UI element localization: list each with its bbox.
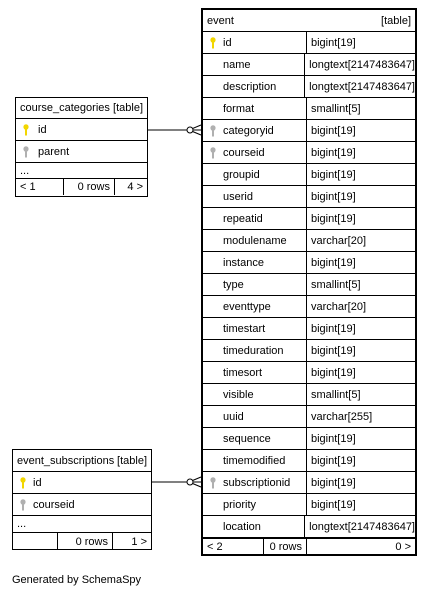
more-columns: ... <box>16 163 147 179</box>
column-row <box>203 472 415 494</box>
column-name-cell <box>203 32 306 53</box>
generated-by-label: Generated by SchemaSpy <box>12 574 142 586</box>
table-name: event <box>207 14 234 27</box>
column-type: bigint[19] <box>306 428 415 449</box>
column-name-cell <box>203 494 306 515</box>
more-columns: ... <box>13 516 151 533</box>
column-row <box>203 362 415 384</box>
event-subscriptions-table <box>12 449 152 550</box>
column-name: groupid <box>223 168 260 181</box>
table-kind: [table] <box>113 102 143 114</box>
table-header <box>13 450 151 472</box>
column-row <box>13 472 151 494</box>
column-name-cell <box>203 164 306 185</box>
column-name-cell <box>13 494 151 515</box>
column-row <box>203 516 415 538</box>
column-row <box>203 428 415 450</box>
column-row <box>203 208 415 230</box>
table-footer <box>16 179 147 195</box>
column-row <box>16 141 147 163</box>
column-type: bigint[19] <box>306 450 415 471</box>
footer-rows: 0 rows <box>57 533 112 550</box>
column-name: format <box>223 102 255 115</box>
table-footer <box>13 533 151 550</box>
footer-children: 0 > <box>306 539 415 555</box>
column-name-cell <box>203 142 306 163</box>
column-name: name <box>223 58 251 71</box>
column-name: id <box>223 36 232 49</box>
column-name: id <box>38 123 47 136</box>
column-type: longtext[2147483647] <box>304 76 415 97</box>
column-name: timemodified <box>223 454 286 467</box>
column-row <box>203 32 415 54</box>
column-row <box>203 274 415 296</box>
column-name: eventtype <box>223 300 271 313</box>
column-name-cell <box>203 406 306 427</box>
column-row <box>203 164 415 186</box>
table-footer <box>203 538 415 555</box>
column-name: courseid <box>223 146 265 159</box>
course-categories-table <box>15 97 148 197</box>
column-name-cell <box>203 120 306 141</box>
column-name-cell <box>16 119 147 140</box>
column-name-cell <box>203 318 306 339</box>
column-row <box>16 119 147 141</box>
column-name-cell <box>203 340 306 361</box>
column-name-cell <box>16 141 147 162</box>
column-name-cell <box>203 472 306 493</box>
column-name: modulename <box>223 234 287 247</box>
column-name-cell <box>203 98 306 119</box>
column-name-cell <box>203 208 306 229</box>
footer-parents: < 1 <box>20 181 36 193</box>
column-row <box>203 98 415 120</box>
column-name-cell <box>203 274 306 295</box>
column-name: location <box>223 520 261 533</box>
column-row <box>203 406 415 428</box>
column-name: userid <box>223 190 253 203</box>
column-row <box>203 54 415 76</box>
column-row <box>203 142 415 164</box>
footer-parents: < 2 <box>207 541 223 553</box>
column-name-cell <box>203 230 306 251</box>
column-name-cell <box>203 252 306 273</box>
column-name: uuid <box>223 410 244 423</box>
foreign-key-icon <box>210 125 216 137</box>
column-name: id <box>33 476 42 489</box>
column-name: repeatid <box>223 212 263 225</box>
primary-key-icon <box>20 477 26 489</box>
foreign-key-icon <box>210 477 216 489</box>
column-name-cell <box>203 296 306 317</box>
foreign-key-icon <box>23 146 29 158</box>
column-name-cell <box>203 450 306 471</box>
column-name: subscriptionid <box>223 476 291 489</box>
table-kind: [table] <box>381 14 411 27</box>
column-name-cell <box>203 186 306 207</box>
column-name-cell <box>203 516 304 537</box>
column-row <box>203 450 415 472</box>
table-header <box>16 98 147 119</box>
column-name-cell <box>203 384 306 405</box>
column-row <box>203 186 415 208</box>
column-type: bigint[19] <box>306 120 415 141</box>
column-row <box>203 318 415 340</box>
column-type: bigint[19] <box>306 208 415 229</box>
column-row <box>203 76 415 98</box>
column-type: varchar[255] <box>306 406 415 427</box>
column-type: longtext[2147483647] <box>304 54 415 75</box>
column-type: bigint[19] <box>306 494 415 515</box>
event-table <box>201 8 417 556</box>
column-type: bigint[19] <box>306 32 415 53</box>
column-type: smallint[5] <box>306 274 415 295</box>
column-type: bigint[19] <box>306 142 415 163</box>
column-name: description <box>223 80 277 93</box>
column-row <box>203 296 415 318</box>
column-type: bigint[19] <box>306 186 415 207</box>
column-row <box>203 340 415 362</box>
column-type: smallint[5] <box>306 384 415 405</box>
footer-rows: 0 rows <box>263 539 306 555</box>
foreign-key-icon <box>20 499 26 511</box>
column-name: timesort <box>223 366 263 379</box>
footer-children: 4 > <box>114 179 147 195</box>
column-type: bigint[19] <box>306 164 415 185</box>
column-row <box>203 384 415 406</box>
column-name: type <box>223 278 244 291</box>
column-name: sequence <box>223 432 271 445</box>
column-name-cell <box>13 472 151 493</box>
column-name: timestart <box>223 322 266 335</box>
table-kind: [table] <box>117 454 147 467</box>
column-name: instance <box>223 256 264 269</box>
column-type: bigint[19] <box>306 472 415 493</box>
column-name: courseid <box>33 498 75 511</box>
primary-key-icon <box>210 37 216 49</box>
footer-parents <box>13 533 57 550</box>
column-type: varchar[20] <box>306 230 415 251</box>
column-row <box>203 120 415 142</box>
foreign-key-icon <box>210 147 216 159</box>
column-type: bigint[19] <box>306 340 415 361</box>
column-row <box>203 230 415 252</box>
primary-key-icon <box>23 124 29 136</box>
column-type: longtext[2147483647] <box>304 516 415 537</box>
column-name: parent <box>38 145 70 158</box>
column-type: bigint[19] <box>306 318 415 339</box>
fk-line-categoryid <box>148 125 201 135</box>
column-name-cell <box>203 428 306 449</box>
table-name: event_subscriptions <box>17 454 115 467</box>
column-type: bigint[19] <box>306 252 415 273</box>
column-name-cell <box>203 362 306 383</box>
column-type: varchar[20] <box>306 296 415 317</box>
column-type: bigint[19] <box>306 362 415 383</box>
column-name: timeduration <box>223 344 284 357</box>
column-name: categoryid <box>223 124 274 137</box>
table-header <box>203 10 415 32</box>
table-name: course_categories <box>20 102 110 114</box>
footer-rows: 0 rows <box>63 179 114 195</box>
column-name-cell <box>203 76 304 97</box>
footer-children: 1 > <box>112 533 151 550</box>
column-type: smallint[5] <box>306 98 415 119</box>
column-name: priority <box>223 498 257 511</box>
column-name: visible <box>223 388 254 401</box>
column-row <box>203 252 415 274</box>
column-row <box>13 494 151 516</box>
column-name-cell <box>203 54 304 75</box>
fk-line-subscriptionid <box>152 477 201 487</box>
column-row <box>203 494 415 516</box>
